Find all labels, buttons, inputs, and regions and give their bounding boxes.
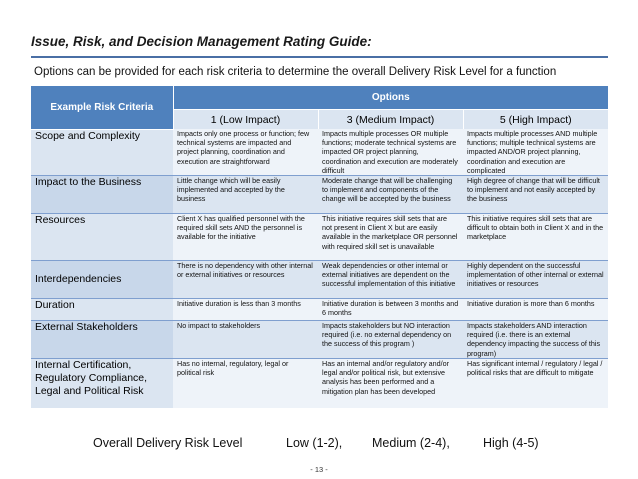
- high-impact-cell: Highly dependent on the successful implementation of other internal or external initiatives or resources: [463, 261, 608, 299]
- low-impact-cell: Little change which will be easily implemented and accepted by the business: [173, 176, 318, 214]
- options-header: Options: [173, 86, 608, 110]
- overall-risk-label: Overall Delivery Risk Level: [93, 436, 243, 450]
- risk-level-low: Low (1-2),: [286, 436, 343, 450]
- low-impact-cell: Impacts only one process or function; few technical systems are impacted and project planning, coordination and execution are straightforward: [173, 129, 318, 176]
- risk-rating-table: [31, 86, 608, 408]
- page-subtitle: Options can be provided for each risk criteria to determine the overall Delivery Risk Level for a function: [34, 66, 557, 78]
- medium-impact-cell: Weak dependencies or other internal or external initiatives are dependent on the successful implementation of this initiative: [318, 261, 463, 299]
- level-header-medium: 3 (Medium Impact): [318, 110, 463, 130]
- high-impact-cell: Initiative duration is more than 6 months: [463, 299, 608, 321]
- table-row: [31, 214, 608, 261]
- medium-impact-cell: Initiative duration is between 3 months and 6 months: [318, 299, 463, 321]
- risk-level-high: High (4-5): [483, 436, 539, 450]
- high-impact-cell: Impacts multiple processes AND multiple functions; multiple technical systems are impacted AND/OR project planning, coordination and execution are complicated: [463, 129, 608, 176]
- medium-impact-cell: Impacts stakeholders but NO interaction required (i.e. no external dependency on the success of this program ): [318, 321, 463, 359]
- high-impact-cell: Has significant internal / regulatory / legal / political risks that are difficult to mitigate: [463, 359, 608, 408]
- table-row: [31, 359, 608, 408]
- criterion-cell: Resources: [31, 214, 173, 261]
- level-header-low: 1 (Low Impact): [173, 110, 318, 130]
- medium-impact-cell: Moderate change that will be challenging to implement and components of the change will be accepted by the business: [318, 176, 463, 214]
- high-impact-cell: High degree of change that will be difficult to implement and not easily accepted by the business: [463, 176, 608, 214]
- criterion-cell: Duration: [31, 299, 173, 321]
- high-impact-cell: This initiative requires skill sets that are difficult to obtain both in Client X and in the marketplace: [463, 214, 608, 261]
- low-impact-cell: Client X has qualified personnel with the required skill sets AND the personnel is available for the initiative: [173, 214, 318, 261]
- low-impact-cell: No impact to stakeholders: [173, 321, 318, 359]
- criterion-cell: Impact to the Business: [31, 176, 173, 214]
- low-impact-cell: There is no dependency with other internal or external initiatives or resources: [173, 261, 318, 299]
- table-row: [31, 299, 608, 321]
- page-number: - 13 -: [310, 465, 328, 474]
- table-row: [31, 176, 608, 214]
- title-divider: [31, 56, 608, 58]
- medium-impact-cell: This initiative requires skill sets that are not present in Client X but are easily available in the marketplace OR personnel with required skill set is unavailable: [318, 214, 463, 261]
- criteria-column-header: Example Risk Criteria: [31, 86, 173, 129]
- table-row: [31, 261, 608, 299]
- table-row: [31, 321, 608, 359]
- level-header-high: 5 (High Impact): [463, 110, 608, 130]
- criterion-cell: Internal Certification, Regulatory Compliance, Legal and Political Risk: [31, 359, 173, 408]
- medium-impact-cell: Has an internal and/or regulatory and/or legal and/or political risk, but extensive analysis has been performed and a mitigation plan has been developed: [318, 359, 463, 408]
- low-impact-cell: Has no internal, regulatory, legal or political risk: [173, 359, 318, 408]
- criterion-cell: Scope and Complexity: [31, 129, 173, 176]
- low-impact-cell: Initiative duration is less than 3 months: [173, 299, 318, 321]
- risk-level-medium: Medium (2-4),: [372, 436, 450, 450]
- table-row: [31, 129, 608, 176]
- high-impact-cell: Impacts stakeholders AND interaction required (i.e. there is an external dependency impacting the success of this program): [463, 321, 608, 359]
- criterion-cell: External Stakeholders: [31, 321, 173, 359]
- criterion-cell: Interdependencies: [31, 261, 173, 299]
- page-title: Issue, Risk, and Decision Management Rating Guide:: [31, 34, 372, 49]
- medium-impact-cell: Impacts multiple processes OR multiple functions; moderate technical systems are impacted OR project planning, coordination and execution are moderately difficult: [318, 129, 463, 176]
